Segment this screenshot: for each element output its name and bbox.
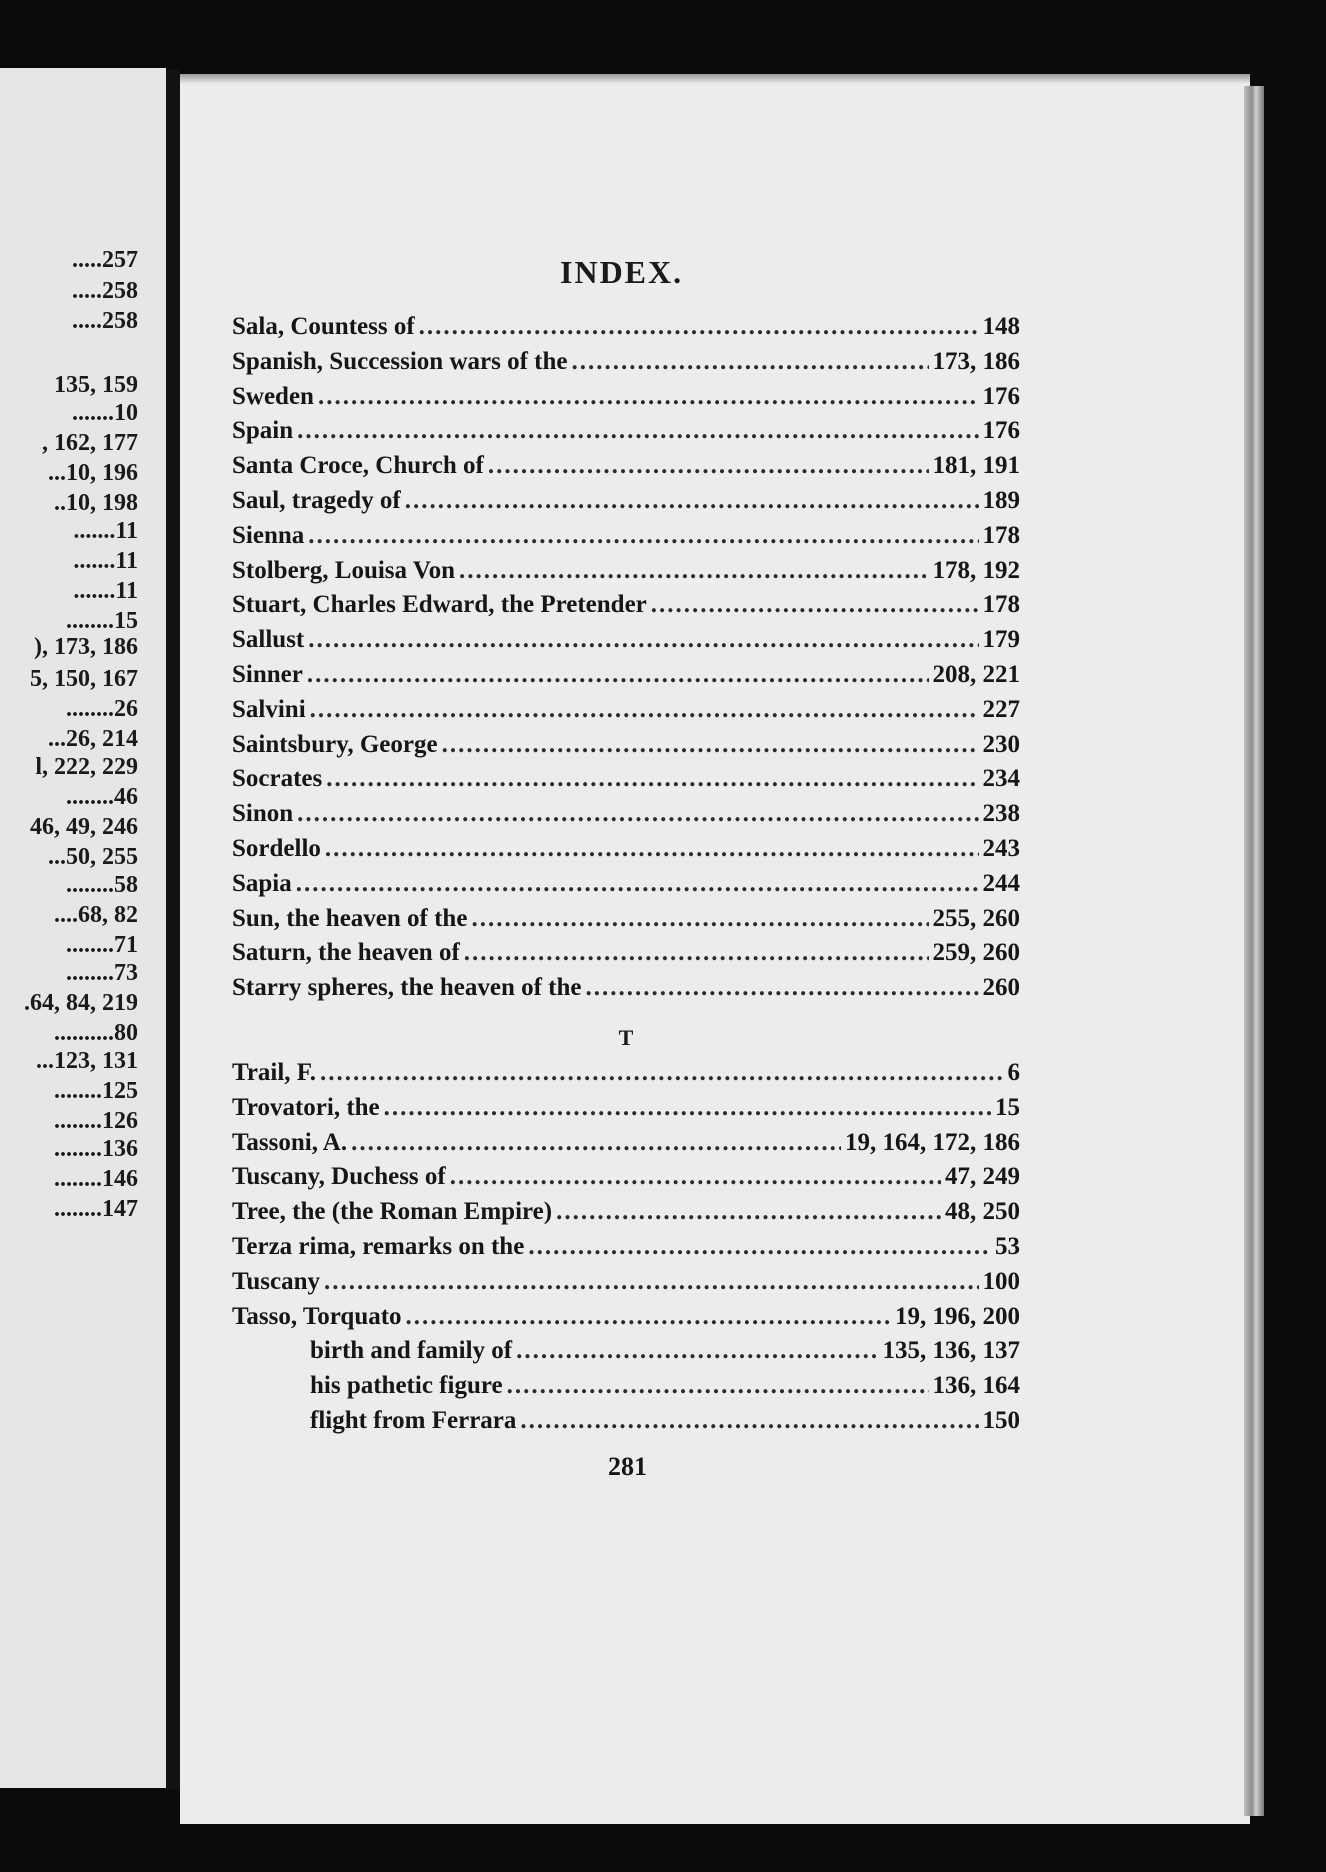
dot-leader	[459, 557, 929, 585]
index-entry	[232, 383, 1020, 418]
entry-name: Sinner	[232, 660, 303, 688]
entry-name: his pathetic figure	[310, 1372, 503, 1400]
entry-name: Tree, the (the Roman Empire)	[232, 1198, 553, 1226]
entry-pages: 176	[982, 382, 1020, 410]
left-page-fragment: ....68, 82	[54, 902, 138, 928]
dot-leader	[450, 1163, 941, 1191]
entry-pages: 230	[982, 730, 1020, 758]
entry-name: Sun, the heaven of the	[232, 904, 468, 932]
dot-leader	[296, 870, 979, 898]
left-page-fragment: 135, 159	[54, 372, 138, 398]
index-subentry	[232, 1407, 1020, 1442]
dot-leader	[324, 1268, 978, 1296]
left-page-fragment: ........73	[66, 960, 138, 986]
dot-leader	[307, 661, 929, 689]
index-entry	[232, 1268, 1020, 1303]
entry-pages: 150	[982, 1406, 1020, 1434]
entry-pages: 179	[982, 626, 1020, 654]
dot-leader	[320, 1059, 1003, 1087]
left-page-fragment: ........136	[54, 1136, 138, 1162]
left-page-fragment: , 162, 177	[42, 430, 138, 456]
index-entry	[232, 591, 1020, 626]
entry-pages: 260	[982, 974, 1020, 1002]
entry-name: Terza rima, remarks on the	[232, 1232, 525, 1260]
entry-name: Stuart, Charles Edward, the Pretender	[232, 591, 647, 619]
index-entry	[232, 696, 1020, 731]
index-entry	[232, 1303, 1020, 1338]
index-entry	[232, 870, 1020, 905]
page-edge	[1244, 86, 1264, 1816]
section-letter: T	[618, 1024, 634, 1050]
dot-leader	[326, 765, 978, 793]
dot-leader	[405, 487, 979, 515]
entry-name: flight from Ferrara	[310, 1406, 517, 1434]
entry-name: Stolberg, Louisa Von	[232, 556, 455, 584]
entry-pages: 243	[982, 834, 1020, 862]
index-entry	[232, 1129, 1020, 1164]
entry-name: birth and family of	[310, 1337, 513, 1365]
entry-name: Sweden	[232, 382, 314, 410]
entry-name: Tasso, Torquato	[232, 1302, 402, 1330]
index-subentry	[232, 1372, 1020, 1407]
left-page-fragment: ..10, 198	[54, 490, 138, 516]
index-entry	[232, 835, 1020, 870]
entry-name: Tassoni, A.	[232, 1128, 348, 1156]
index-entry	[232, 731, 1020, 766]
index-entry	[232, 974, 1020, 1009]
entry-name: Sordello	[232, 834, 321, 862]
dot-leader	[297, 800, 978, 828]
entry-name: Sapia	[232, 869, 292, 897]
left-page-fragment: ........71	[66, 932, 138, 958]
left-page-fragment: ........26	[66, 696, 138, 722]
dot-leader	[297, 417, 978, 445]
left-page-fragment: ........15	[66, 608, 138, 634]
index-entry	[232, 417, 1020, 452]
entry-pages: 178	[982, 591, 1020, 619]
index-entry	[232, 348, 1020, 383]
left-page-fragment: .......10	[72, 400, 138, 426]
dot-leader	[406, 1303, 891, 1331]
gutter-shadow	[166, 70, 180, 1790]
left-page	[0, 68, 166, 1788]
dot-leader	[325, 835, 979, 863]
dot-leader	[516, 1337, 878, 1365]
left-page-fragment: ...10, 196	[48, 460, 138, 486]
entry-pages: 181, 191	[932, 452, 1020, 480]
left-page-fragment: .......11	[73, 518, 138, 544]
dot-leader	[419, 313, 979, 341]
dot-leader	[318, 383, 979, 411]
index-entry	[232, 939, 1020, 974]
entry-pages: 178	[982, 521, 1020, 549]
left-page-fragment: .......11	[73, 548, 138, 574]
left-page-fragment: ........126	[54, 1108, 138, 1134]
entry-name: Tuscany	[232, 1267, 321, 1295]
index-entry	[232, 522, 1020, 557]
left-page-fragment: 5, 150, 167	[30, 666, 138, 692]
left-page-fragment: .64, 84, 219	[24, 990, 138, 1016]
dot-leader	[507, 1372, 929, 1400]
page-top-shadow	[180, 74, 1250, 84]
entry-name: Sala, Countess of	[232, 313, 415, 340]
dot-leader	[556, 1198, 941, 1226]
left-page-fragment: ...50, 255	[48, 844, 138, 870]
entry-pages: 234	[982, 765, 1020, 793]
page-number: 281	[608, 1452, 647, 1481]
left-page-fragment: ........125	[54, 1078, 138, 1104]
entry-name: Socrates	[232, 765, 323, 793]
entry-name: Sinon	[232, 800, 294, 828]
entry-name: Saul, tragedy of	[232, 486, 401, 514]
index-entry	[232, 1163, 1020, 1198]
left-page-fragment: .....257	[72, 247, 138, 273]
dot-leader	[571, 348, 928, 376]
entry-name: Santa Croce, Church of	[232, 452, 484, 480]
entry-name: Saintsbury, George	[232, 730, 438, 758]
left-page-fragment: ........58	[66, 872, 138, 898]
dot-leader	[384, 1094, 991, 1122]
left-page-fragment: 46, 49, 246	[30, 814, 138, 840]
entry-pages: 255, 260	[932, 904, 1020, 932]
entry-pages: 176	[982, 417, 1020, 445]
index-entries	[232, 313, 1020, 1442]
entry-pages: 15	[995, 1093, 1020, 1121]
entry-name: Trovatori, the	[232, 1093, 380, 1121]
entry-pages: 6	[1007, 1058, 1020, 1086]
left-page-fragment: ..........80	[54, 1020, 138, 1046]
left-page-fragment: ........147	[54, 1196, 138, 1222]
entry-pages: 238	[982, 800, 1020, 828]
dot-leader	[351, 1129, 841, 1157]
entry-name: Saturn, the heaven of	[232, 939, 460, 967]
entry-pages: 19, 164, 172, 186	[845, 1128, 1020, 1156]
entry-pages: 135, 136, 137	[882, 1337, 1020, 1365]
index-entry	[232, 557, 1020, 592]
index-entry	[232, 905, 1020, 940]
dot-leader	[488, 452, 929, 480]
entry-name: Sallust	[232, 626, 305, 654]
left-page-fragment: .....258	[72, 278, 138, 304]
index-entry	[232, 452, 1020, 487]
left-page-fragment: l, 222, 229	[35, 754, 138, 780]
entry-name: Trail, F.	[232, 1058, 317, 1086]
entry-pages: 178, 192	[932, 556, 1020, 584]
entry-pages: 53	[995, 1232, 1020, 1260]
index-entry	[232, 1059, 1020, 1094]
left-page-fragment: ........146	[54, 1166, 138, 1192]
entry-pages: 208, 221	[932, 660, 1020, 688]
index-entry	[232, 487, 1020, 522]
left-page-fragment: ...123, 131	[36, 1048, 138, 1074]
index-entry	[232, 1094, 1020, 1129]
dot-leader	[586, 974, 979, 1002]
entry-pages: 189	[982, 486, 1020, 514]
index-entry	[232, 313, 1020, 348]
entry-name: Salvini	[232, 695, 306, 723]
entry-pages: 48, 250	[945, 1198, 1020, 1226]
dot-leader	[308, 522, 978, 550]
entry-name: Starry spheres, the heaven of the	[232, 974, 582, 1002]
entry-pages: 136, 164	[932, 1372, 1020, 1400]
dot-leader	[520, 1407, 978, 1435]
entry-name: Spanish, Succession wars of the	[232, 347, 568, 375]
dot-leader	[308, 626, 978, 654]
index-entry	[232, 661, 1020, 696]
entry-pages: 100	[982, 1267, 1020, 1295]
index-title: INDEX.	[560, 254, 684, 290]
left-page-fragment: ........46	[66, 784, 138, 810]
entry-name: Sienna	[232, 521, 305, 549]
left-page-fragment: .....258	[72, 308, 138, 334]
left-page-fragment: ...26, 214	[48, 726, 138, 752]
entry-pages: 148	[982, 313, 1020, 340]
entry-pages: 173, 186	[932, 347, 1020, 375]
dot-leader	[471, 905, 928, 933]
entry-name: Tuscany, Duchess of	[232, 1163, 446, 1191]
index-subentry	[232, 1337, 1020, 1372]
index-entry	[232, 765, 1020, 800]
index-entry	[232, 1198, 1020, 1233]
dot-leader	[310, 696, 979, 724]
index-entry	[232, 1233, 1020, 1268]
dot-leader	[442, 731, 979, 759]
index-entry	[232, 626, 1020, 661]
dot-leader	[651, 591, 979, 619]
index-entry	[232, 800, 1020, 835]
entry-pages: 19, 196, 200	[895, 1302, 1020, 1330]
dot-leader	[528, 1233, 991, 1261]
entry-pages: 47, 249	[945, 1163, 1020, 1191]
entry-pages: 244	[982, 869, 1020, 897]
left-page-fragment: ), 173, 186	[34, 634, 138, 660]
entry-pages: 227	[982, 695, 1020, 723]
dot-leader	[464, 939, 929, 967]
entry-pages: 259, 260	[932, 939, 1020, 967]
left-page-fragment: .......11	[73, 578, 138, 604]
entry-name: Spain	[232, 417, 294, 445]
